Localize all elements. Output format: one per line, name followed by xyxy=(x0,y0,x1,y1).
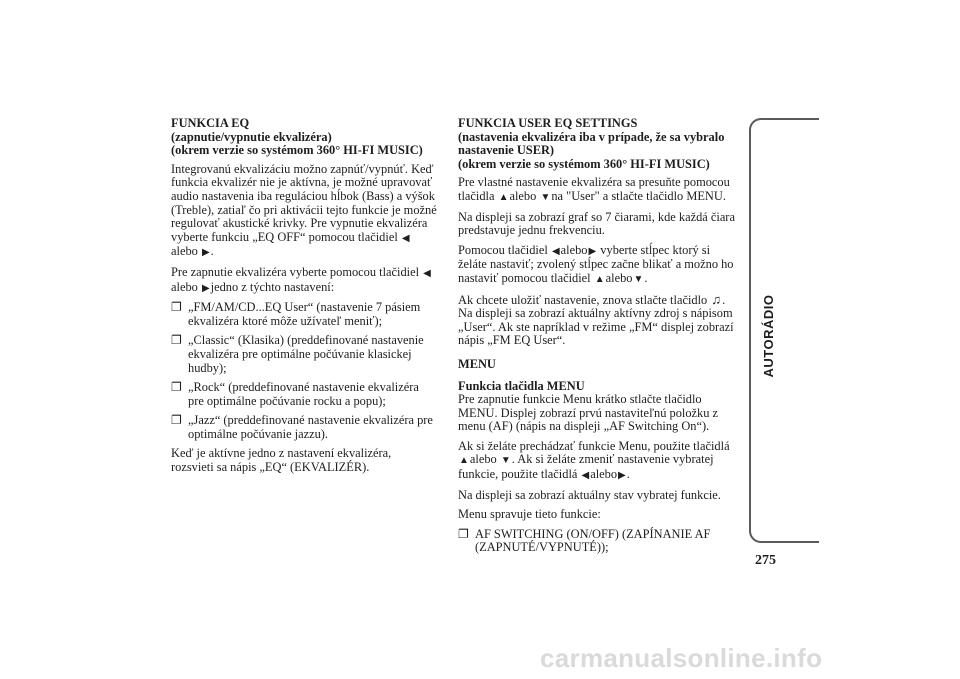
down-arrow-icon: ▼ xyxy=(500,455,511,467)
user-eq-paragraph-4: Ak chcete uložiť nastavenie, znova stlačte tlačidlo ♫. Na displeji sa zobrazí aktuálny aktívny zdroj s nápisom „User“. Ak ste napríklad v režime „FM“ displej zobrazí nápis „FM EQ User“. xyxy=(458,291,734,348)
eq-subheading: (zapnutie/vypnutie ekvalizéra) xyxy=(171,129,332,144)
watermark: carmanualsonline.info xyxy=(540,643,823,673)
right-arrow-icon: ▶ xyxy=(201,282,210,294)
menu-paragraph-1: Pre zapnutie funkcie Menu krátko stlačte tlačidlo MENU. Displej zobrazí prvú nastaviteľnú položku z menu (AF) (nápis na displeji „AF Switching On“). xyxy=(458,392,719,434)
menu-paragraph-2: Ak si želáte prechádzať funkcie Menu, použite tlačidlá ▲alebo ▼. Ak si želáte zmeniť nastavenie vybratej funkcie, použite tlačidlá ◀alebo▶. xyxy=(458,438,730,482)
user-eq-subheading: (nastavenia ekvalizéra iba v prípade, že sa vybralo nastavenie USER) xyxy=(458,129,725,158)
right-arrow-icon: ▶ xyxy=(618,470,626,482)
right-arrow-icon: ▶ xyxy=(588,245,597,257)
menu-heading: MENU xyxy=(458,356,496,371)
user-eq-paragraph-1: Pre vlastné nastavenie ekvalizéra sa presuňte pomocou tlačidla ▲alebo ▼na "User" a stlačte tlačidlo MENU. xyxy=(458,175,730,203)
eq-version-note: (okrem verzie so systémom 360° HI-FI MUSIC) xyxy=(171,143,423,158)
menu-paragraph-3: Na displeji sa zobrazí aktuálny stav vybratej funkcie. xyxy=(458,487,721,502)
left-column xyxy=(171,117,437,481)
up-arrow-icon: ▲ xyxy=(594,273,605,285)
down-arrow-icon: ▼ xyxy=(540,191,551,203)
right-column xyxy=(458,117,738,561)
left-arrow-icon: ◀ xyxy=(423,267,431,279)
user-eq-heading: FUNKCIA USER EQ SETTINGS xyxy=(458,116,638,130)
menu-subheading: Funkcia tlačidla MENU xyxy=(458,378,585,393)
list-item: ❐ „FM/AM/CD...EQ User“ (nastavenie 7 pásiem ekvalizéra ktoré môže užívateľ meniť); xyxy=(171,300,421,328)
user-eq-paragraph-2: Na displeji sa zobrazí graf so 7 čiarami, kde každá čiara predstavuje jednu frekvenciu. xyxy=(458,209,735,238)
menu-paragraph-4: Menu spravuje tieto funkcie: xyxy=(458,507,601,522)
list-item: ❐ „Classic“ (Klasika) (preddefinované nastavenie ekvalizéra pre optimálne počúvanie klasickej hudby); xyxy=(171,333,424,375)
user-eq-version-note: (okrem verzie so systémom 360° HI-FI MUSIC) xyxy=(458,156,710,171)
left-arrow-icon: ◀ xyxy=(551,245,560,257)
eq-paragraph-3: Keď je aktívne jedno z nastavení ekvalizéra, rozsvieti sa nápis „EQ“ (EKVALIZÉR). xyxy=(171,446,392,475)
down-arrow-icon: ▼ xyxy=(633,273,644,285)
checkbox-bullet-icon: ❐ xyxy=(171,333,182,348)
chapter-label: AUTORÁDIO xyxy=(760,294,776,378)
list-item: ❐ „Rock“ (preddefinované nastavenie ekvalizéra pre optimálne počúvanie rocku a popu); xyxy=(171,380,419,408)
left-arrow-icon: ◀ xyxy=(401,232,410,244)
checkbox-bullet-icon: ❐ xyxy=(458,526,469,541)
checkbox-bullet-icon: ❐ xyxy=(171,413,182,428)
eq-paragraph-2: Pre zapnutie ekvalizéra vyberte pomocou tlačidiel ◀alebo ▶jedno z týchto nastavení: xyxy=(171,264,431,294)
left-arrow-icon: ◀ xyxy=(581,470,590,482)
checkbox-bullet-icon: ❐ xyxy=(171,300,182,315)
page-number: 275 xyxy=(755,553,776,568)
user-eq-paragraph-3: Pomocou tlačidiel ◀alebo▶ vyberte stĺpec ktorý si želáte nastaviť; zvolený stĺpec začne blikať a možno ho nastaviť pomocou tlačidiel ▲alebo▼. xyxy=(458,242,734,285)
eq-paragraph-1: Integrovanú ekvalizáciu možno zapnúť/vypnúť. Keď funkcia ekvalizér nie je aktívna, je možné upravovať audio nastavenia iba reguláciou hĺbok (Bass) a výšok (Treble), zatiaľ čo pri aktivácii tejto funkcie je možné regulovať akustické krivky. Pre vypnutie ekvalizéra vyberte funkciu „EQ OFF“ pomocou tlačidiel ◀alebo ▶. xyxy=(171,161,437,259)
up-arrow-icon: ▲ xyxy=(498,191,509,203)
list-item: ❐ „Jazz“ (preddefinované nastavenie ekvalizéra pre optimálne počúvanie jazzu). xyxy=(171,413,433,441)
checkbox-bullet-icon: ❐ xyxy=(171,380,182,395)
music-note-icon: ♫ xyxy=(711,291,722,307)
right-arrow-icon: ▶ xyxy=(201,247,210,259)
up-arrow-icon: ▲ xyxy=(459,455,469,467)
list-item: ❐ AF SWITCHING (ON/OFF) (ZAPÍNANIE AF (ZAPNUTÉ/VYPNUTÉ)); xyxy=(458,526,711,555)
eq-heading: FUNKCIA EQ xyxy=(171,116,250,130)
